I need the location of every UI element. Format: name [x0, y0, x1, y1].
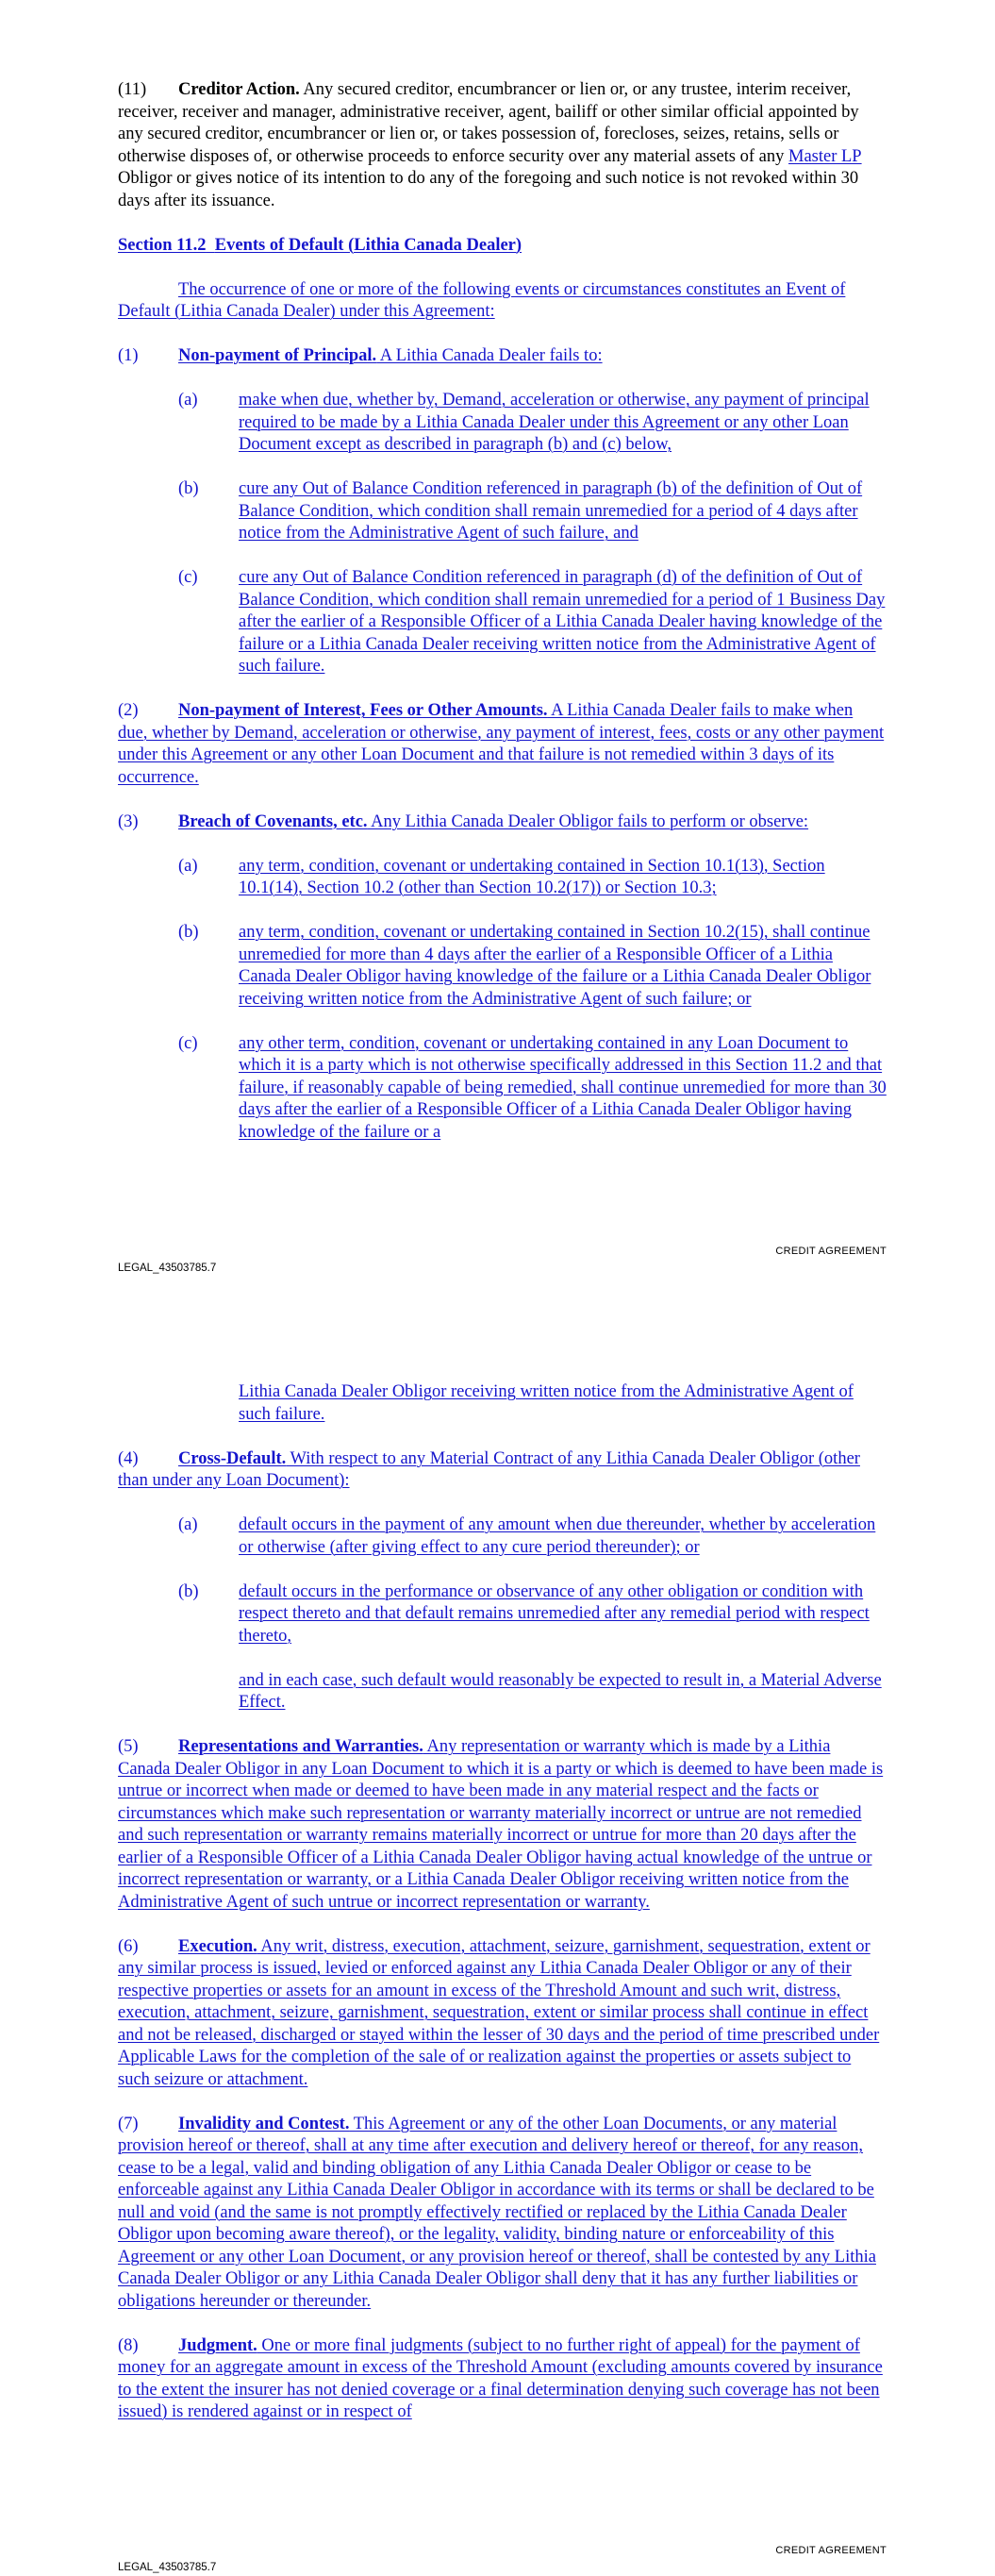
item-3: [118, 811, 887, 834]
item-number: (2): [118, 701, 139, 720]
section-intro: The occurrence of one or more of the following events or circumstances constitutes an Event of Default (Lithia Canada Dealer) under this Agreement:: [118, 279, 846, 321]
item-heading: Judgment.: [178, 2335, 257, 2355]
item-text: Any secured creditor, encumbrancer or lien or, or any trustee, interim receiver, receiver, receiver and manager, administrative receiver, agent, bailiff or other similar official appointed by any secured creditor, encumbrancer or lien or, or takes possession of, forecloses, seizes, retains, sells or otherwise disposes of, or otherwise proceeds to enforce security over any material assets of any: [118, 80, 859, 166]
sub-label: (a): [178, 391, 198, 410]
footer-document-title: CREDIT AGREEMENT: [775, 1246, 887, 1257]
sub-text: any other term, condition, covenant or undertaking contained in any Loan Document to which it is a party which is not otherwise specifically addressed in this Section 11.2 and that failure, if reasonably capable of being remedied, shall continue unremedied for more than 30 days after the earlier of a Responsible Officer of a Lithia Canada Dealer Obligor having knowledge of the failure or a: [239, 1033, 887, 1142]
item-4: [118, 1448, 887, 1493]
item-number: (3): [118, 811, 139, 831]
footer-document-id: LEGAL_43503785.7: [118, 2562, 217, 2573]
item-text: With respect to any Material Contract of any Lithia Canada Dealer Obligor (other than under any Loan Document):: [118, 1448, 860, 1490]
sub-text: default occurs in the performance or observance of any other obligation or condition with respect thereto and that default remains unremedied after any remedial period with respect thereto,: [239, 1581, 870, 1646]
page-2-body: [118, 1381, 887, 2424]
item-heading: Non-payment of Interest, Fees or Other Amounts.: [178, 701, 548, 720]
item-heading: Representations and Warranties.: [178, 1737, 423, 1756]
item-4-b: [118, 1581, 887, 1648]
section-number: Section 11.2: [118, 235, 207, 255]
section-title: Events of Default (Lithia Canada Dealer): [214, 235, 522, 255]
item-2: [118, 700, 887, 789]
sub-label: (b): [178, 479, 199, 498]
sub-label: (a): [178, 1515, 198, 1534]
sub-label: (b): [178, 1581, 199, 1601]
sub-text: default occurs in the payment of any amount when due thereunder, whether by acceleration or otherwise (after giving effect to any cure period thereunder); or: [239, 1515, 876, 1557]
creditor-action-paragraph: [118, 79, 887, 212]
item-5: [118, 1736, 887, 1914]
item-heading: Non-payment of Principal.: [178, 346, 377, 365]
sub-label: (a): [178, 856, 198, 876]
item-heading: Invalidity and Contest.: [178, 2114, 350, 2133]
item-1: [118, 345, 887, 368]
item-heading: Creditor Action.: [178, 80, 300, 99]
item-number: (1): [118, 346, 139, 365]
footer-document-title: CREDIT AGREEMENT: [775, 2545, 887, 2556]
item-1-a: [118, 390, 887, 457]
item-text: A Lithia Canada Dealer fails to:: [376, 346, 603, 365]
item-text-continued: Obligor or gives notice of its intention to do any of the foregoing and such notice is not revoked within 30 days after its issuance.: [118, 169, 859, 210]
item-text: Any writ, distress, execution, attachment, seizure, garnishment, sequestration, extent or any similar process is issued, levied or enforced against any Lithia Canada Dealer Obligor or any of their respective properties or assets for an amount in excess of the Threshold Amount and such writ, distress, execution, attachment, seizure, garnishment, sequestration, extent or similar process shall continue in effect and not be released, discharged or stayed within the lesser of 30 days and the period of time prescribed under Applicable Laws for the completion of the sale of or realization against the properties or assets subject to such seizure or attachment.: [118, 1936, 880, 2089]
item-number: (6): [118, 1936, 139, 1956]
item-text: One or more final judgments (subject to no further right of appeal) for the payment of money for an aggregate amount in excess of the Threshold Amount (excluding amounts covered by insurance to the extent the insurer has not denied coverage or a final determination denying such coverage has not been issued) is rendered against or in respect of: [118, 2335, 883, 2421]
item-text: A Lithia Canada Dealer fails to make when due, whether by Demand, acceleration or otherwise, any payment of interest, fees, costs or any other payment under this Agreement or any other Loan Document and that failure is not remedied within 3 days of its occurrence.: [118, 701, 885, 787]
sub-text: any term, condition, covenant or undertaking contained in Section 10.2(15), shall continue unremedied for more than 4 days after the earlier of a Responsible Officer of a Lithia Canada Dealer Obligor having knowledge of the failure or a Lithia Canada Dealer Obligor receiving written notice from the Administrative Agent of such failure; or: [239, 923, 871, 1009]
item-4-tail: and in each case, such default would reasonably be expected to result in, a Material Adverse Effect.: [239, 1670, 882, 1712]
item-number: (7): [118, 2114, 139, 2133]
sub-text: make when due, whether by, Demand, acceleration or otherwise, any payment of principal required to be made by a Lithia Canada Dealer under this Agreement or any other Loan Document except as described in paragraph (b) and (c) below,: [239, 391, 870, 454]
page-2: [0, 1302, 995, 2576]
item-7: [118, 2114, 887, 2314]
item-3-c: [118, 1033, 887, 1145]
sub-label: (c): [178, 568, 198, 587]
sub-text: cure any Out of Balance Condition referenced in paragraph (b) of the definition of Out of Balance Condition, which condition shall remain unremedied for a period of 4 days after notice from the Administrative Agent of such failure, and: [239, 479, 863, 543]
item-number: (11): [118, 80, 147, 99]
item-heading: Execution.: [178, 1936, 257, 1956]
item-heading: Cross-Default.: [178, 1448, 287, 1468]
item-1-c: [118, 567, 887, 678]
sub-label: (b): [178, 923, 199, 942]
sub-text: cure any Out of Balance Condition referenced in paragraph (d) of the definition of Out of Balance Condition, which condition shall remain unremedied for a period of 1 Business Day after the earlier of a Responsible Officer of a Lithia Canada Dealer having knowledge of the failure or a Lithia Canada Dealer receiving written notice from the Administrative Agent of such failure.: [239, 568, 886, 676]
item-3-c-continuation: Lithia Canada Dealer Obligor receiving written notice from the Administrative Agent of such failure.: [239, 1382, 854, 1424]
item-8: [118, 2335, 887, 2424]
item-number: (4): [118, 1448, 139, 1468]
page-1-body: [118, 79, 887, 1144]
item-1-b: [118, 478, 887, 545]
item-text: Any representation or warranty which is made by a Lithia Canada Dealer Obligor in any Loan Document to which it is a party or which is deemed to have been made is untrue or incorrect when made or deemed to have been made in any material respect and the facts or circumstances which make such representation or warranty materially incorrect or untrue are not remedied and such representation or warranty remains materially incorrect or untrue for more than 20 days after the earlier of a Responsible Officer of a Lithia Canada Dealer Obligor having actual knowledge of the untrue or incorrect representation or warranty, or a Lithia Canada Dealer Obligor receiving written notice from the Administrative Agent of such untrue or incorrect representation or warranty.: [118, 1737, 884, 1912]
sub-label: (c): [178, 1033, 198, 1053]
item-6: [118, 1936, 887, 2092]
item-4-a: [118, 1514, 887, 1559]
sub-text: any term, condition, covenant or undertaking contained in Section 10.1(13), Section 10.1(14), Section 10.2 (other than Section 10.2(17)) or Section 10.3;: [239, 856, 825, 897]
footer-document-id: LEGAL_43503785.7: [118, 1263, 217, 1274]
item-3-a: [118, 856, 887, 900]
item-text: Any Lithia Canada Dealer Obligor fails to perform or observe:: [367, 811, 809, 831]
item-text: This Agreement or any of the other Loan Documents, or any material provision hereof or thereof, shall at any time after execution and delivery hereof or thereof, for any reason, cease to be a legal, valid and binding obligation of any Lithia Canada Dealer Obligor or cease to be enforceable against any Lithia Canada Dealer Obligor in accordance with its terms or shall be declared to be null and void (and the same is not promptly effectively rectified or replaced by the Lithia Canada Dealer Obligor upon becoming aware thereof), or the legality, validity, binding nature or enforceability of this Agreement or any other Loan Document, or any provision hereof or thereof, shall be contested by any Lithia Canada Dealer Obligor or any Lithia Canada Dealer Obligor shall deny that it has any further liabilities or obligations hereunder or thereunder.: [118, 2114, 876, 2311]
item-3-b: [118, 922, 887, 1011]
section-heading: [118, 235, 887, 258]
master-lp-link[interactable]: Master LP: [788, 146, 862, 166]
item-number: (5): [118, 1737, 139, 1756]
item-heading: Breach of Covenants, etc.: [178, 811, 368, 831]
item-number: (8): [118, 2335, 139, 2355]
